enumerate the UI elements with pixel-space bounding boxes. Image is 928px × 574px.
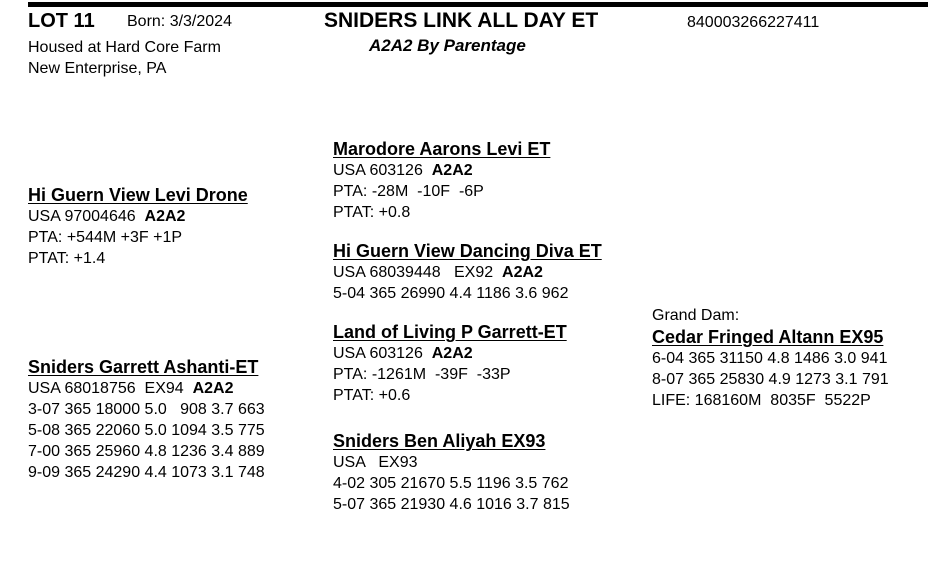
dam-sire-ptat: PTAT: +0.6 xyxy=(333,387,411,404)
dam-dam-name: Sniders Ben Aliyah EX93 xyxy=(333,431,546,451)
sire-sire-pta: PTA: -28M -10F -6P xyxy=(333,183,484,200)
dam-a2: A2A2 xyxy=(192,380,234,397)
sire-dam-registration: USA 68039448 EX92 A2A2 xyxy=(333,264,543,281)
dam-sire-a2: A2A2 xyxy=(431,345,473,362)
dam-sire-registration: USA 603126 A2A2 xyxy=(333,345,473,362)
farm-location: New Enterprise, PA xyxy=(28,60,167,77)
sire-dam-name: Hi Guern View Dancing Diva ET xyxy=(333,241,602,261)
sire-dam-a2: A2A2 xyxy=(502,264,543,281)
grand-dam-block xyxy=(652,305,889,411)
dam-record: 3-07 365 18000 5.0 908 3.7 663 xyxy=(28,401,265,418)
lot-number: LOT 11 xyxy=(28,10,95,32)
grand-dam-record: 6-04 365 31150 4.8 1486 3.0 941 xyxy=(652,350,888,367)
sire-name: Hi Guern View Levi Drone xyxy=(28,185,248,205)
housed-at: Housed at Hard Core Farm xyxy=(28,39,221,56)
sire-ptat: PTAT: +1.4 xyxy=(28,250,106,267)
dam-sire-pta: PTA: -1261M -39F -33P xyxy=(333,366,511,383)
dam-sire-name: Land of Living P Garrett-ET xyxy=(333,322,567,342)
dam-sire-block xyxy=(333,321,567,406)
dam-name: Sniders Garrett Ashanti-ET xyxy=(28,357,259,377)
dam-dam-registration: USA EX93 xyxy=(333,454,418,471)
sire-block xyxy=(28,184,248,269)
dam-record: 5-08 365 22060 5.0 1094 3.5 775 xyxy=(28,422,265,439)
dam-block xyxy=(28,356,265,483)
a2-status: A2A2 By Parentage xyxy=(369,36,526,55)
animal-name: SNIDERS LINK ALL DAY ET xyxy=(324,9,599,32)
dam-dam-block xyxy=(333,430,570,515)
grand-dam-name: Cedar Fringed Altann EX95 xyxy=(652,327,884,347)
sire-sire-registration: USA 603126 A2A2 xyxy=(333,162,473,179)
dam-dam-record: 4-02 305 21670 5.5 1196 3.5 762 xyxy=(333,475,569,492)
dam-dam-record: 5-07 365 21930 4.6 1016 3.7 815 xyxy=(333,496,570,513)
sire-a2: A2A2 xyxy=(144,208,186,225)
sire-sire-a2: A2A2 xyxy=(431,162,473,179)
grand-dam-label: Grand Dam: xyxy=(652,307,740,324)
grand-dam-life: LIFE: 168160M 8035F 5522P xyxy=(652,392,871,409)
birth-date: Born: 3/3/2024 xyxy=(127,13,232,30)
sire-sire-block xyxy=(333,138,550,223)
sire-dam-record: 5-04 365 26990 4.4 1186 3.6 962 xyxy=(333,285,569,302)
sire-pta: PTA: +544M +3F +1P xyxy=(28,229,183,246)
sire-dam-block xyxy=(333,240,602,304)
sire-registration: USA 97004646 A2A2 xyxy=(28,208,186,225)
dam-record: 9-09 365 24290 4.4 1073 3.1 748 xyxy=(28,464,265,481)
grand-dam-record: 8-07 365 25830 4.9 1273 3.1 791 xyxy=(652,371,889,388)
sire-sire-ptat: PTAT: +0.8 xyxy=(333,204,411,221)
dam-registration: USA 68018756 EX94 A2A2 xyxy=(28,380,234,397)
sire-sire-name: Marodore Aarons Levi ET xyxy=(333,139,551,159)
registration-number: 840003266227411 xyxy=(687,14,820,31)
top-rule xyxy=(28,2,928,7)
dam-record: 7-00 365 25960 4.8 1236 3.4 889 xyxy=(28,443,265,460)
